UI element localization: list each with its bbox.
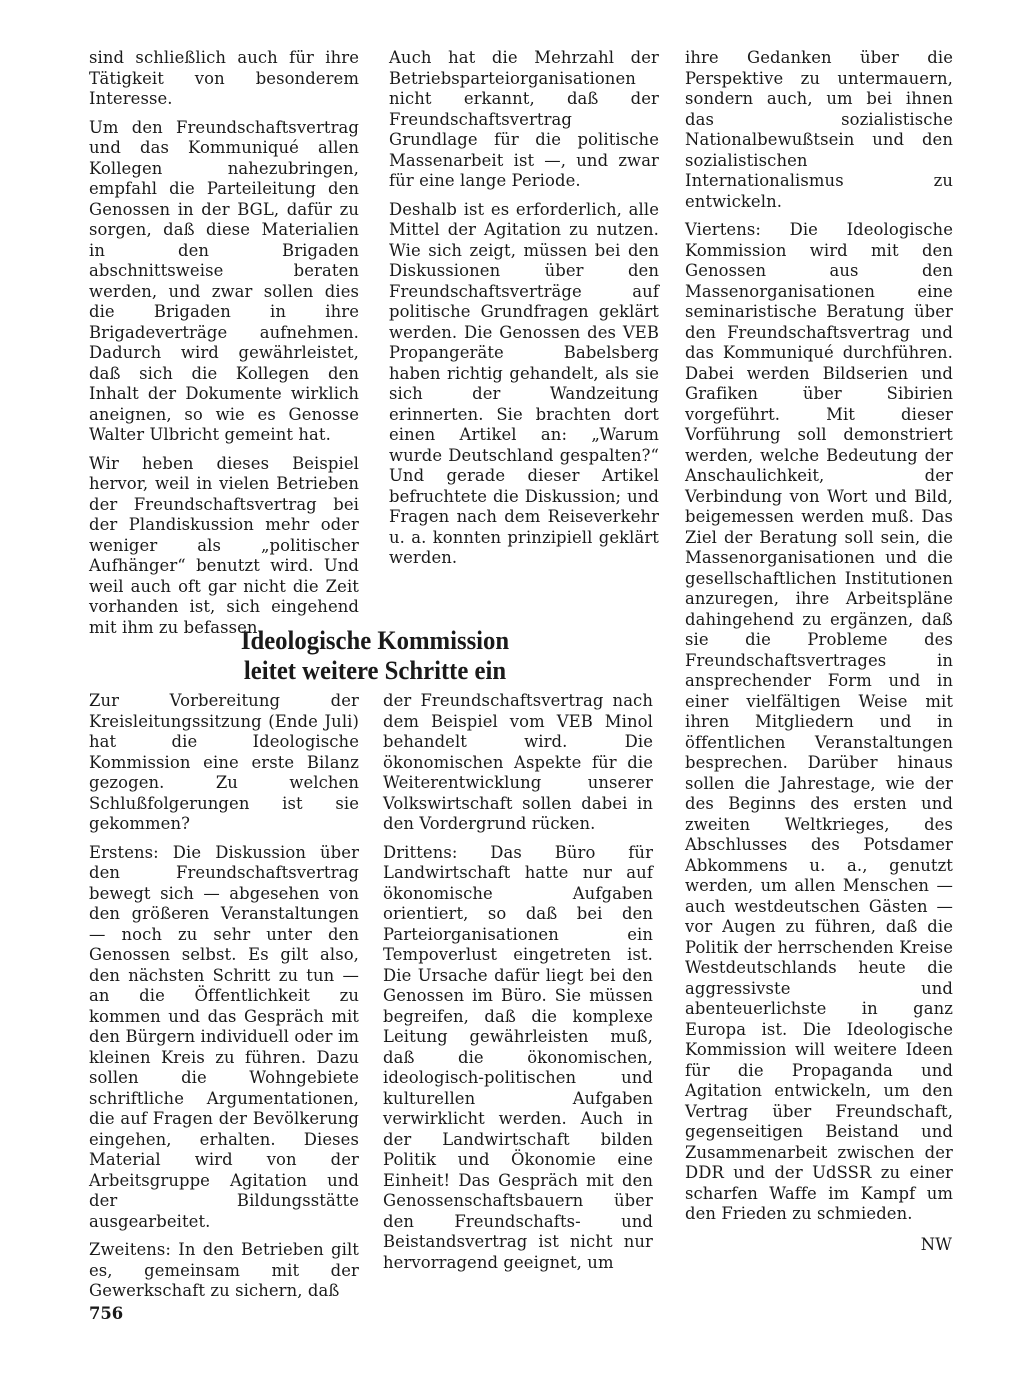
paragraph: Auch hat die Mehrzahl der Betriebsparteiorganisationen nicht erkannt, daß der Freundschaftsvertrag Grundlage für die politische Massenarbeit ist —, und zwar für eine lange Periode. [389, 48, 659, 190]
column-bottom-left [89, 691, 359, 1310]
paragraph: sind schließlich auch für ihre Tätigkeit von besonderem Interesse. [89, 48, 359, 108]
column-right [685, 48, 953, 1233]
paragraph: Deshalb ist es erforderlich, alle Mittel der Agitation zu nutzen. Wie sich zeigt, müssen bei den Diskussionen über den Freundschaftsverträge auf politische Grundfragen geklärt werden. Die Genossen des VEB Propangeräte Babelsberg haben richtig gehandelt, als sie sich der Wandzeitung erinnerten. Sie brachten dort einen Artikel an: „Warum wurde Deutschland gespalten?“ Und gerade dieser Artikel befruchtete die Diskussion; und Fragen nach dem Reiseverkehr u. a. konnten prinzipiell geklärt werden. [389, 199, 659, 567]
paragraph: Wir heben dieses Beispiel hervor, weil in vielen Betrieben der Freundschaftsvertrag bei der Plandiskussion mehr oder weniger als „politischer Aufhänger“ benutzt wird. Und weil auch oft gar nicht die Zeit vorhanden ist, sich eingehend mit ihm zu befassen. [89, 453, 359, 637]
page-number: 756 [89, 1304, 124, 1323]
paragraph: der Freundschaftsvertrag nach dem Beispiel vom VEB Minol behandelt wird. Die ökonomischen Aspekte für die Weiterentwicklung unserer Volkswirtschaft sollen dabei in den Vordergrund rücken. [383, 691, 653, 833]
paragraph: Zweitens: In den Betrieben gilt es, gemeinsam mit der Gewerkschaft zu sichern, daß [89, 1240, 359, 1300]
headline-line-2: leitet weitere Schritte ein [243, 656, 507, 685]
paragraph: ihre Gedanken über die Perspektive zu untermauern, sondern auch, um bei ihnen das sozialistische Nationalbewußtsein und den sozialistischen Internationalismus zu entwickeln. [685, 48, 953, 211]
column-top-middle [389, 48, 659, 577]
section-headline [214, 626, 537, 686]
column-bottom-middle [383, 691, 653, 1281]
paragraph: Um den Freundschaftsvertrag und das Kommuniqué allen Kollegen nahezubringen, empfahl die Parteileitung den Genossen in der BGL, dafür zu sorgen, daß diese Materialien in den Brigaden abschnittsweise beraten werden, und zwar sollen dies die Brigaden in ihre Brigadeverträge aufnehmen. Dadurch wird gewährleistet, daß sich die Kollegen den Inhalt der Dokumente wirklich aneignen, so wie es Genosse Walter Ulbricht gemeint hat. [89, 117, 359, 444]
paragraph: Erstens: Die Diskussion über den Freundschaftsvertrag bewegt sich — abgesehen von den größeren Veranstaltungen — noch zu sehr unter den Genossen selbst. Es gilt also, den nächsten Schritt zu tun — an die Öffentlichkeit zu kommen und das Gespräch mit den Bürgern individuell oder im kleinen Kreis zu führen. Dazu sollen die Wohngebiete schriftliche Argumentationen, die auf Fragen der Bevölkerung eingehen, erhalten. Dieses Material wird von der Arbeitsgruppe Agitation und der Bildungsstätte ausgearbeitet. [89, 842, 359, 1231]
author-signature: NW [920, 1235, 952, 1254]
paragraph: Viertens: Die Ideologische Kommission wird mit den Genossen aus den Massenorganisationen eine seminaristische Beratung über den Freundschaftsvertrag und das Kommuniqué durchführen. Dabei werden Bildserien und Grafiken über Sibirien vorgeführt. Mit dieser Vorführung soll demonstriert werden, welche Bedeutung der Anschaulichkeit, der Verbindung von Wort und Bild, beigemessen werden muß. Das Ziel der Beratung soll sein, die Massenorganisationen und die gesellschaftlichen Institutionen anzuregen, ihre Arbeitspläne dahingehend zu ergänzen, daß sie die Probleme des Freundschaftsvertrages in ansprechender Form und in einer vielfältigen Weise mit ihren Mitgliedern und in öffentlichen Veranstaltungen besprechen. Darüber hinaus sollen die Jahrestage, wie der des Beginns des ersten und zweiten Weltkrieges, des Abschlusses des Potsdamer Abkommens u. a., genutzt werden, um allen Menschen — auch westdeutschen Gästen — vor Augen zu führen, daß die Politik der herrschenden Kreise Westdeutschlands heute die aggressivste und abenteuerlichste in ganz Europa ist. Die Ideologische Kommission will weitere Ideen für die Propaganda und Agitation entwickeln, um den Vertrag über Freundschaft, gegenseitigen Beistand und Zusammenarbeit zwischen der DDR und der UdSSR zu einer scharfen Waffe im Kampf um den Frieden zu schmieden. [685, 220, 953, 1223]
column-top-left [89, 48, 359, 646]
headline-line-1: Ideologische Kommission [240, 626, 510, 655]
paragraph: Zur Vorbereitung der Kreisleitungssitzung (Ende Juli) hat die Ideologische Kommission eine erste Bilanz gezogen. Zu welchen Schlußfolgerungen ist sie gekommen? [89, 691, 359, 833]
paragraph: Drittens: Das Büro für Landwirtschaft hatte nur auf ökonomische Aufgaben orientiert, so daß bei den Parteiorganisationen ein Tempoverlust eingetreten ist. Die Ursache dafür liegt bei den Genossen im Büro. Sie müssen begreifen, daß die komplexe Leitung gewährleisten muß, daß die ökonomischen, ideologisch-politischen und kulturellen Aufgaben verwirklicht werden. Auch in der Landwirtschaft bilden Politik und Ökonomie eine Einheit! Das Gespräch mit den Genossenschaftsbauern über den Freundschafts- und Beistandsvertrag ist nicht nur hervorragend geeignet, um [383, 842, 653, 1272]
